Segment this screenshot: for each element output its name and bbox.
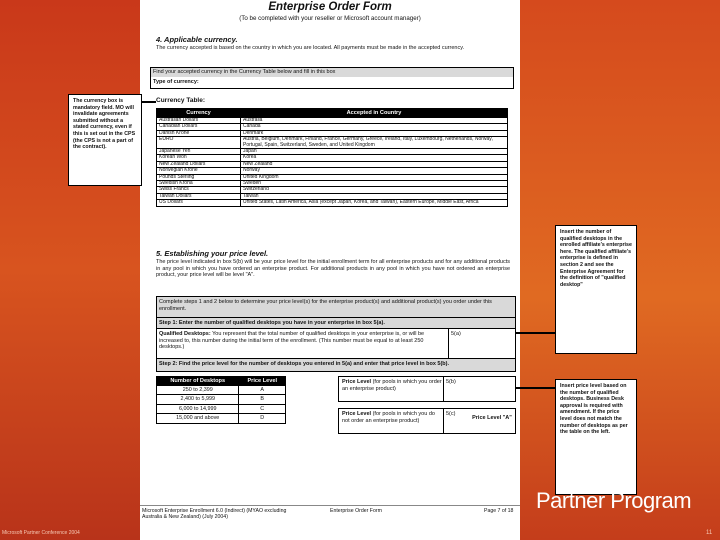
currency-cell: Australian Dollars [157,118,241,124]
currency-cell: Korean Won [157,155,241,161]
qualified-desktops-text [159,331,445,351]
section-5-heading: 5. Establishing your price level. [156,249,269,258]
qualified-desktops-title: Qualified Desktops: [159,331,211,337]
desktop-row [157,386,286,395]
price-level-5c-note: (for pools in which you do not order an enterprise product) [342,411,435,424]
currency-cell: Swedish Krona [157,181,241,187]
country-cell: Australia [241,118,508,124]
footer-center: Enterprise Order Form [330,508,382,514]
qualified-desktops-row [157,329,515,359]
country-cell: Sweden [241,181,508,187]
country-cell: Austria, Belgium, Denmark, Finland, France, Germany, Greece, Ireland, Italy, Luxembourg, Netherlands, Norway, Portugal, Spain, Switzerland, Sweden, and United Kingdom [241,137,508,149]
price-level-cell: A [239,386,286,395]
currency-cell: Japanese Yen [157,149,241,155]
box-5a-label: 5(a) [451,331,461,337]
currency-table-label: Currency Table: [156,97,206,104]
price-level-callout-arrow [516,387,555,389]
currency-cell: Swiss Francs [157,187,241,193]
price-level-5b-note: (for pools in which you order an enterprise product) [342,379,442,392]
type-of-currency-label: Type of currency: [153,79,199,85]
currency-cell: EURO [157,137,241,149]
price-level-5c-label: Price Level [342,411,372,417]
currency-cell: Norwegian Krone [157,168,241,174]
price-level-5b-caption [342,379,442,392]
desktops-cell: 2,400 to 5,999 [157,395,239,404]
currency-callout-arrow [142,101,156,103]
currency-cell: Taiwan Dollars [157,193,241,199]
desktops-cell: 15,000 and above [157,414,239,423]
form-subtitle: (To be completed with your reseller or Microsoft account manager) [239,15,421,22]
order-form-page [140,0,520,540]
desktops-callout-arrow [516,332,555,334]
country-cell: Norway [241,168,508,174]
box-5c-label: 5(c) [446,411,456,417]
desktop-row [157,414,286,423]
country-cell: United States, Latin America, Asia (except Japan, Korea, and Taiwan), Eastern Europe, Middle East, Africa [241,200,508,206]
currency-row [157,137,508,149]
currency-cell: Canadian Dollars [157,124,241,130]
country-cell: United Kingdom [241,174,508,180]
box-5a-field[interactable] [448,329,515,358]
section-4-text: The currency accepted is based on the country in which you are located. All payments must be made in the accepted currency. [156,45,465,51]
box-5c-value: Price Level "A" [472,415,512,421]
footer-right: Page 7 of 18 [484,508,514,514]
currency-table [156,108,508,207]
steps-intro: Complete steps 1 and 2 below to determine your price level(s) for the enterprise product(s) and additional product(s) you order under this enrollment. [157,297,515,318]
type-of-currency-field[interactable] [211,78,511,87]
desktop-row [157,395,286,404]
currency-cell: Danish Krone [157,130,241,136]
price-level-cell: B [239,395,286,404]
slide-background-left [0,0,140,540]
desktops-callout: Insert the number of qualified desktops in the enrolled affiliate's enterprise here. The qualified affiliate's enterprise is defined in section 2 and see the Enterprise Agreement for the definition of "qualified desktop" [555,225,637,354]
desktops-cell: 250 to 2,399 [157,386,239,395]
price-level-callout: Insert price level based on the number of qualified desktops. Business Desk approval is required with amendment. If the price level does not match the number of desktops as per the table on the left. [555,379,637,495]
partner-program-brand: Partner Program [536,488,692,513]
country-cell: Taiwan [241,193,508,199]
price-level-box-5c [338,408,516,434]
steps-box [156,296,516,372]
currency-cell: New Zealand Dollars [157,161,241,167]
desktop-row [157,404,286,413]
country-cell: Canada [241,124,508,130]
currency-box [150,67,514,89]
currency-cell: US Dollars [157,200,241,206]
currency-row [157,200,508,206]
currency-header: Currency [157,109,241,118]
footer-left: Microsoft Enterprise Enrollment 6.0 (Indirect) (MYAO excluding Australia & New Zealand) (July 2004) [142,508,287,520]
desktops-header: Number of Desktops [157,377,239,386]
box-5b-label: 5(b) [446,379,456,385]
step-2: Step 2: Find the price level for the number of desktops you entered in 5(a) and enter that price level in box 5(b). [157,359,515,371]
currency-cell: Pounds Sterling [157,174,241,180]
box-5b-field[interactable] [443,377,515,401]
step-1: Step 1: Enter the number of qualified desktops you have in your enterprise in box 5(a). [157,318,515,329]
country-cell: Denmark [241,130,508,136]
desktop-price-table [156,376,286,424]
box-5c-field [443,409,515,433]
form-title: Enterprise Order Form [268,1,392,13]
country-cell: Japan [241,149,508,155]
section-5-text: The price level indicated in box 5(b) will be your price level for the initial enrollment term for all enterprise products and for any additional products in any pool in which you have ordered an enterprise product. For additional products in any pool in which you have not ordered an enterprise product, your price level will be level "A". [156,259,510,279]
price-level-header: Price Level [239,377,286,386]
currency-instruction: Find your accepted currency in the Currency Table below and fill in this box [151,68,513,77]
slide-page-number: 11 [706,530,713,536]
price-level-cell: D [239,414,286,423]
price-level-box-5b [338,376,516,402]
section-4-heading: 4. Applicable currency. [156,35,238,44]
country-cell: Switzerland [241,187,508,193]
desktops-cell: 6,000 to 14,999 [157,404,239,413]
country-header: Accepted in Country [241,109,508,118]
slide-left-footer: Microsoft Partner Conference 2004 [2,530,80,536]
price-level-cell: C [239,404,286,413]
price-level-5b-label: Price Level [342,379,372,385]
currency-callout: The currency box is mandatory field. MO will invalidate agreements submitted without a stated currency, even if this is set out in the CPS (the CPS is not a part of the contract). [68,94,142,186]
footer-divider [140,505,520,506]
country-cell: New Zealand [241,161,508,167]
country-cell: Korea [241,155,508,161]
qualified-desktops-body: You represent that the total number of qualified desktops in your enterprise is, or will be increased to, this number during the initial term of the enrollment. (This number must be equal to at least 250 desktops.) [159,331,425,351]
price-level-5c-caption [342,411,442,424]
